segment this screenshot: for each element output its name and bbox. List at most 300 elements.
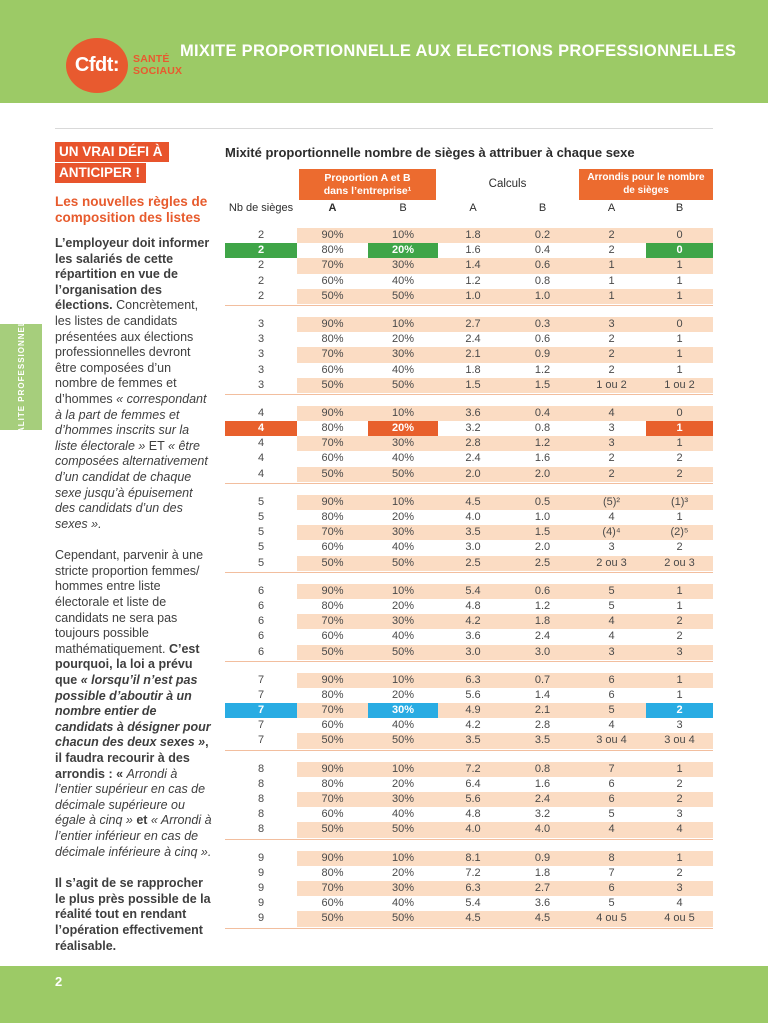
table-cell: 50% bbox=[297, 822, 368, 837]
table-cell: 70% bbox=[297, 792, 368, 807]
table-cell: 3 bbox=[608, 422, 615, 435]
table-cell: 1 bbox=[577, 258, 646, 273]
table-cell: 60% bbox=[321, 452, 344, 465]
table-cell: 1.8 bbox=[465, 363, 481, 376]
table-row bbox=[225, 347, 713, 362]
table-cell: 5.4 bbox=[438, 584, 508, 599]
table-cell: 3.5 bbox=[508, 733, 577, 748]
table-row bbox=[225, 243, 713, 258]
table-cell: 1.2 bbox=[534, 363, 551, 376]
table-cell: 6 bbox=[608, 777, 615, 790]
table-cell: 2.0 bbox=[534, 541, 551, 554]
table-cell: 2 ou 3 bbox=[646, 556, 713, 571]
table-cell: 2 bbox=[577, 347, 646, 362]
table-row bbox=[225, 378, 713, 393]
table-title: Mixité proportionnelle nombre de sièges à attribuer à chaque sexe bbox=[225, 145, 635, 160]
table-cell: 3.0 bbox=[438, 645, 508, 660]
table-cell: 1 bbox=[676, 274, 683, 287]
table-cell: 7 bbox=[257, 673, 265, 686]
table-cell: 3 bbox=[257, 363, 265, 376]
table-row bbox=[225, 703, 713, 718]
table-row bbox=[225, 556, 713, 571]
table-cell: 8 bbox=[577, 851, 646, 866]
table-row bbox=[225, 645, 713, 660]
footer bbox=[0, 966, 768, 1023]
table-header bbox=[225, 169, 713, 200]
table-cell: 4.0 bbox=[465, 511, 481, 523]
table-row bbox=[225, 718, 713, 733]
table-cell: 6.3 bbox=[438, 881, 508, 896]
table-cell: 3 bbox=[577, 436, 646, 451]
table-cell: 5 bbox=[577, 584, 646, 599]
subheader-a3: A bbox=[607, 202, 616, 214]
table-cell: 7 bbox=[608, 866, 615, 879]
sidebar-heading: Les nouvelles règles de composition des listes bbox=[55, 194, 208, 225]
table-cell: 1 bbox=[646, 436, 713, 451]
table-cell: 10% bbox=[368, 406, 438, 421]
table-row bbox=[225, 807, 713, 822]
table-cell: 7 bbox=[225, 703, 297, 718]
logo-sub-line2: SOCIAUX bbox=[133, 65, 183, 77]
table-cell: 4.5 bbox=[438, 495, 508, 510]
text-segment: Concrètement, les listes de candidats présentées aux élections professionnelles devront être composées d’un nombre de femmes et d’hommes bbox=[55, 298, 199, 406]
text-segment: L’employeur doit informer les salariés de cette répartition en vue de l’organisation des élections. bbox=[55, 236, 210, 313]
table-cell: 1.2 bbox=[508, 436, 577, 451]
table-cell: 2 bbox=[608, 333, 615, 346]
table-cell: 6 bbox=[257, 599, 265, 612]
text-segment: ET bbox=[145, 438, 169, 453]
table-cell: 2.7 bbox=[508, 881, 577, 896]
table-cell: 40% bbox=[391, 541, 415, 554]
table-cell: 90% bbox=[297, 673, 368, 688]
table-cell: 0.9 bbox=[508, 347, 577, 362]
table-cell: 50% bbox=[368, 289, 438, 304]
table-cell: 7 bbox=[577, 762, 646, 777]
table-cell: 5 bbox=[257, 556, 265, 569]
table-cell: 4.0 bbox=[508, 822, 577, 837]
table-cell: 10% bbox=[368, 851, 438, 866]
table-cell: 4 bbox=[257, 467, 265, 480]
table-cell: 3 bbox=[257, 348, 265, 361]
table-cell: 1 bbox=[646, 289, 713, 304]
table-cell: 3 ou 4 bbox=[646, 733, 713, 748]
table-cell: 0.2 bbox=[508, 228, 577, 243]
table-row bbox=[225, 584, 713, 599]
sidebar-paragraph-2 bbox=[55, 548, 213, 860]
table-cell: 10% bbox=[368, 317, 438, 332]
header-proportion bbox=[299, 169, 436, 200]
table-cell: 4 bbox=[646, 822, 713, 837]
table-cell: 20% bbox=[391, 866, 415, 879]
table-cell: 1 bbox=[646, 584, 713, 599]
table-cell: 3.2 bbox=[534, 808, 551, 821]
table-cell: 1.6 bbox=[534, 777, 551, 790]
table-cell: 2 bbox=[676, 541, 683, 554]
table-cell: 1.4 bbox=[534, 688, 551, 701]
table-cell: 50% bbox=[368, 645, 438, 660]
table-cell: 8 bbox=[257, 823, 265, 836]
table-row bbox=[225, 406, 713, 421]
table-cell: 1.0 bbox=[438, 289, 508, 304]
table-cell: 50% bbox=[368, 911, 438, 926]
table-cell: 90% bbox=[297, 228, 368, 243]
table-cell: 5 bbox=[577, 703, 646, 718]
table-cell: 3 bbox=[676, 808, 683, 821]
table-row bbox=[225, 733, 713, 748]
table-cell: 2 bbox=[225, 243, 297, 258]
table-cell: 50% bbox=[297, 378, 368, 393]
table-group bbox=[225, 228, 713, 306]
table-cell: 5 bbox=[608, 599, 615, 612]
table-cell: 60% bbox=[321, 274, 344, 287]
table-row bbox=[225, 525, 713, 540]
table-cell: 6 bbox=[608, 688, 615, 701]
table-row bbox=[225, 688, 713, 703]
table-row bbox=[225, 673, 713, 688]
cfdt-logo-subtitle bbox=[133, 53, 182, 77]
table-cell: 10% bbox=[368, 673, 438, 688]
table-row bbox=[225, 777, 713, 792]
table-row bbox=[225, 289, 713, 304]
table-cell: 6 bbox=[577, 881, 646, 896]
table-cell: 6 bbox=[577, 792, 646, 807]
table-cell: 50% bbox=[368, 733, 438, 748]
table-cell: 30% bbox=[368, 792, 438, 807]
table-cell: 1 bbox=[676, 333, 683, 346]
table-cell: 4.0 bbox=[438, 822, 508, 837]
table-cell: 3.2 bbox=[465, 422, 481, 435]
table-cell: 8 bbox=[257, 762, 265, 775]
table-cell: 2.8 bbox=[438, 436, 508, 451]
table-cell: 1.8 bbox=[508, 614, 577, 629]
table-cell: 30% bbox=[368, 258, 438, 273]
table-cell: 20% bbox=[368, 243, 438, 258]
table-cell: 1 bbox=[676, 688, 683, 701]
text-segment: Il s’agit de se rapprocher le plus près possible de la réalité tout en rendant l’opération effectivement réalisable. bbox=[55, 876, 211, 953]
table-row bbox=[225, 599, 713, 614]
table-cell: 2 bbox=[676, 866, 683, 879]
table-cell: 1.5 bbox=[508, 378, 577, 393]
table-cell: 1 bbox=[577, 289, 646, 304]
table-cell: 30% bbox=[368, 614, 438, 629]
table-body bbox=[225, 228, 713, 940]
table-cell: 2.8 bbox=[534, 719, 551, 732]
table-cell: 3 bbox=[646, 881, 713, 896]
side-tab-label: EGALITE PROFESSIONNELLE bbox=[16, 307, 26, 447]
header-calculs: Calculs bbox=[488, 178, 527, 190]
table-cell: 4 bbox=[577, 614, 646, 629]
table-cell: 1 ou 2 bbox=[577, 378, 646, 393]
page-number: 2 bbox=[55, 974, 63, 989]
table-cell: 1 bbox=[676, 599, 683, 612]
table-cell: 80% bbox=[321, 777, 344, 790]
table-cell: 70% bbox=[297, 436, 368, 451]
table-cell: 80% bbox=[321, 511, 344, 523]
table-row bbox=[225, 792, 713, 807]
table-cell: 0 bbox=[646, 243, 713, 258]
table-row bbox=[225, 866, 713, 881]
table-cell: 0 bbox=[646, 406, 713, 421]
table-group bbox=[225, 673, 713, 751]
table-cell: 2.1 bbox=[438, 347, 508, 362]
table-cell: 30% bbox=[368, 436, 438, 451]
table-cell: 1.5 bbox=[438, 378, 508, 393]
table-cell: 2.5 bbox=[438, 556, 508, 571]
table-cell: 70% bbox=[297, 525, 368, 540]
table-cell: 70% bbox=[297, 703, 368, 718]
table-cell: 70% bbox=[297, 258, 368, 273]
table-cell: 50% bbox=[368, 467, 438, 482]
subheader-b3: B bbox=[675, 202, 684, 214]
table-cell: 50% bbox=[297, 289, 368, 304]
table-cell: 30% bbox=[368, 525, 438, 540]
badge-line2: ANTICIPER ! bbox=[55, 163, 146, 183]
table-cell: 4.5 bbox=[508, 911, 577, 926]
table-cell: 3 bbox=[257, 317, 265, 330]
challenge-badge bbox=[55, 142, 213, 184]
table-row bbox=[225, 258, 713, 273]
table-row bbox=[225, 436, 713, 451]
table-cell: 2.0 bbox=[508, 467, 577, 482]
table-cell: 60% bbox=[321, 897, 344, 910]
table-cell: 10% bbox=[368, 495, 438, 510]
table-cell: 4 bbox=[257, 406, 265, 419]
table-cell: 40% bbox=[391, 452, 415, 465]
table-cell: 2.7 bbox=[438, 317, 508, 332]
table-cell: 1 bbox=[646, 673, 713, 688]
cfdt-logo-circle-icon bbox=[66, 38, 128, 93]
table-cell: 1.8 bbox=[438, 228, 508, 243]
table-cell: 2.4 bbox=[465, 452, 481, 465]
table-cell: 70% bbox=[297, 881, 368, 896]
table-cell: 2 bbox=[608, 244, 615, 257]
table-cell: 20% bbox=[368, 421, 438, 436]
table-cell: 3 bbox=[577, 645, 646, 660]
table-cell: 1 bbox=[608, 274, 615, 287]
table-cell: 1.4 bbox=[438, 258, 508, 273]
table-cell: 40% bbox=[391, 363, 415, 376]
text-segment: « correspondant à la part de femmes et d’hommes inscrits sur la liste électorale » bbox=[55, 391, 207, 453]
table-cell: 2 bbox=[676, 630, 683, 643]
table-cell: 30% bbox=[368, 881, 438, 896]
table-cell: 3.5 bbox=[438, 733, 508, 748]
table-cell: 20% bbox=[391, 688, 415, 701]
table-cell: 40% bbox=[391, 274, 415, 287]
text-segment: « être composées alternativement d’un candidat de chaque sexe jusqu’à épuisement des candidats d’un des sexes ». bbox=[55, 438, 208, 531]
table-cell: 7 bbox=[257, 734, 265, 747]
table-cell: 4.8 bbox=[465, 599, 481, 612]
table-cell: 8 bbox=[257, 808, 265, 821]
table-cell: 2 bbox=[676, 452, 683, 465]
table-cell: (4)⁴ bbox=[577, 525, 646, 540]
table-cell: 3 bbox=[257, 378, 265, 391]
table-cell: 90% bbox=[297, 406, 368, 421]
table-cell: 0.4 bbox=[534, 244, 551, 257]
table-cell: 90% bbox=[297, 317, 368, 332]
table-cell: 50% bbox=[297, 733, 368, 748]
subheader-a1: A bbox=[328, 202, 337, 214]
table-cell: 0.6 bbox=[508, 258, 577, 273]
table-cell: 3 ou 4 bbox=[577, 733, 646, 748]
subheader-nb-sieges: Nb de sièges bbox=[228, 202, 294, 214]
table-row bbox=[225, 495, 713, 510]
table-cell: 2 bbox=[608, 452, 615, 465]
table-cell: 2 bbox=[257, 289, 265, 302]
table-row bbox=[225, 614, 713, 629]
table-cell: 4 bbox=[577, 406, 646, 421]
table-cell: 4.2 bbox=[465, 719, 481, 732]
logo-sub-line1: SANTÉ bbox=[133, 53, 170, 65]
table-cell: 90% bbox=[297, 762, 368, 777]
table-cell: 8 bbox=[257, 793, 265, 805]
table-cell: 1 ou 2 bbox=[646, 378, 713, 393]
cfdt-logo-text: Cfdt: bbox=[74, 53, 120, 76]
table-cell: 4 bbox=[257, 452, 265, 465]
text-segment: C’est pourquoi, la loi a prévu que bbox=[55, 641, 200, 688]
table-row bbox=[225, 629, 713, 644]
table-cell: 10% bbox=[368, 762, 438, 777]
table-cell: 1.6 bbox=[534, 452, 551, 465]
table-cell: 8.1 bbox=[438, 851, 508, 866]
table-cell: 9 bbox=[257, 881, 265, 894]
table-cell: 90% bbox=[297, 584, 368, 599]
table-cell: 2.4 bbox=[534, 630, 551, 643]
table-cell: 1.5 bbox=[508, 525, 577, 540]
table-subheader bbox=[225, 202, 713, 214]
table-cell: 1 bbox=[646, 762, 713, 777]
table-cell: 20% bbox=[391, 511, 415, 523]
table-cell: 0.9 bbox=[508, 851, 577, 866]
table-cell: 5 bbox=[257, 526, 265, 539]
table-cell: 2 bbox=[676, 777, 683, 790]
table-cell: 5 bbox=[608, 897, 615, 910]
table-cell: 0.5 bbox=[508, 495, 577, 510]
text-segment: « Arrondi à l’entier inférieur en cas de décimale inférieure à cinq ». bbox=[55, 813, 212, 859]
table-cell: 0.4 bbox=[508, 406, 577, 421]
table-cell: 3 bbox=[608, 541, 615, 554]
cfdt-logo bbox=[66, 37, 182, 93]
table-cell: 2 bbox=[646, 792, 713, 807]
table-row bbox=[225, 332, 713, 347]
table-cell: 30% bbox=[368, 347, 438, 362]
table-cell: 4.9 bbox=[438, 703, 508, 718]
table-cell: 3.6 bbox=[534, 897, 551, 910]
header bbox=[0, 0, 768, 103]
table-cell: 40% bbox=[391, 630, 415, 643]
table-cell: 4 ou 5 bbox=[577, 911, 646, 926]
table-cell: 80% bbox=[321, 422, 344, 435]
table-cell: 3 bbox=[676, 719, 683, 732]
table-cell: 5 bbox=[257, 541, 265, 554]
header-proportion-line1: Proportion A et B bbox=[324, 172, 411, 184]
table-cell: 30% bbox=[368, 703, 438, 718]
table-row bbox=[225, 467, 713, 482]
table-cell: 10% bbox=[368, 228, 438, 243]
table-cell: 10% bbox=[368, 584, 438, 599]
table-row bbox=[225, 274, 713, 289]
table-cell: 2 bbox=[608, 363, 615, 376]
table-cell: 2 bbox=[257, 259, 265, 272]
table-cell: 2 bbox=[257, 274, 265, 287]
table-cell: 6.3 bbox=[438, 673, 508, 688]
table-cell: 40% bbox=[391, 808, 415, 821]
table-row bbox=[225, 228, 713, 243]
table-cell: 7.2 bbox=[465, 866, 481, 879]
table-group bbox=[225, 851, 713, 929]
table-cell: 60% bbox=[321, 719, 344, 732]
table-cell: 3.6 bbox=[438, 406, 508, 421]
table-cell: 9 bbox=[257, 897, 265, 910]
table-row bbox=[225, 851, 713, 866]
table-cell: 80% bbox=[321, 333, 344, 346]
table-cell: (1)³ bbox=[646, 495, 713, 510]
table-group bbox=[225, 317, 713, 395]
text-segment: « lorsqu’il n’est pas possible d’aboutir à un nombre entier de candidats à désigner pour chacun des deux sexes » bbox=[55, 673, 211, 750]
header-divider bbox=[55, 128, 713, 129]
table-cell: 80% bbox=[321, 599, 344, 612]
table-row bbox=[225, 451, 713, 466]
table-cell: 9 bbox=[257, 851, 265, 864]
table-cell: 50% bbox=[297, 467, 368, 482]
table-cell: 4.2 bbox=[438, 614, 508, 629]
table-cell: 40% bbox=[391, 719, 415, 732]
table-cell: 60% bbox=[321, 363, 344, 376]
table-cell: 7.2 bbox=[438, 762, 508, 777]
table-cell: 2.0 bbox=[438, 467, 508, 482]
table-cell: 9 bbox=[257, 866, 265, 879]
table-cell: 70% bbox=[297, 614, 368, 629]
table-cell: 5.6 bbox=[465, 688, 481, 701]
table-cell: 50% bbox=[368, 822, 438, 837]
table-cell: 6 bbox=[257, 630, 265, 643]
table-cell: 4 bbox=[225, 421, 297, 436]
table-cell: 3.0 bbox=[508, 645, 577, 660]
table-cell: 2 ou 3 bbox=[577, 556, 646, 571]
table-cell: 3 bbox=[257, 333, 265, 346]
table-cell: 0.8 bbox=[508, 762, 577, 777]
table-cell: 90% bbox=[297, 495, 368, 510]
table-row bbox=[225, 317, 713, 332]
table-cell: 6 bbox=[257, 584, 265, 597]
table-cell: 1 bbox=[676, 511, 683, 523]
table-cell: 20% bbox=[391, 333, 415, 346]
table-cell: 1.0 bbox=[534, 511, 551, 523]
table-row bbox=[225, 896, 713, 911]
table-cell: 1.8 bbox=[534, 866, 551, 879]
table-cell: 7 bbox=[257, 719, 265, 732]
table-row bbox=[225, 421, 713, 436]
table-cell: 6 bbox=[257, 645, 265, 658]
table-cell: 2 bbox=[257, 229, 265, 241]
table-group bbox=[225, 762, 713, 840]
table-cell: 2 bbox=[646, 467, 713, 482]
table-cell: 3.5 bbox=[438, 525, 508, 540]
table-cell: 3 bbox=[646, 645, 713, 660]
table-cell: 0.8 bbox=[534, 274, 551, 287]
table-cell: 0 bbox=[646, 317, 713, 332]
table-cell: 6 bbox=[577, 673, 646, 688]
table-cell: 2.1 bbox=[508, 703, 577, 718]
table-group bbox=[225, 584, 713, 662]
table-cell: 40% bbox=[391, 897, 415, 910]
table-cell: 2 bbox=[577, 467, 646, 482]
subheader-a2: A bbox=[469, 202, 477, 214]
table-cell: 1 bbox=[676, 363, 683, 376]
table-cell: 5 bbox=[608, 808, 615, 821]
table-cell: 80% bbox=[321, 688, 344, 701]
table-cell: 80% bbox=[321, 866, 344, 879]
subheader-b1: B bbox=[399, 202, 407, 214]
